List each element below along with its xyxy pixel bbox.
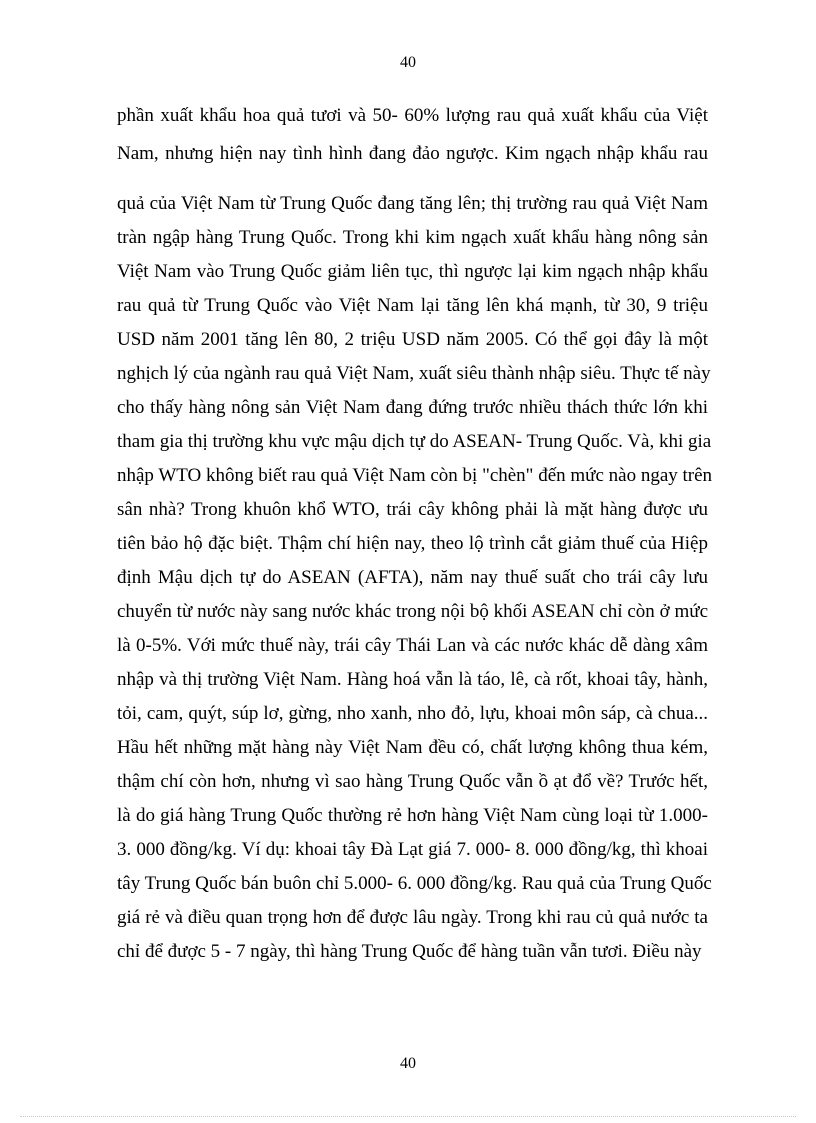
text-line: tây Trung Quốc bán buôn chỉ 5.000- 6. 000 đồng/kg. Rau quả của Trung Quốc [117,873,712,894]
text-line: là do giá hàng Trung Quốc thường rẻ hơn hàng Việt Nam cùng loại từ 1.000- [117,805,708,826]
text-line: nghịch lý của ngành rau quả Việt Nam, xuất siêu thành nhập siêu. Thực tế này [117,363,711,384]
text-line: Việt Nam vào Trung Quốc giảm liên tục, thì ngược lại kim ngạch nhập khẩu [117,261,708,282]
text-line: Nam, nhưng hiện nay tình hình đang đảo ngược. Kim ngạch nhập khẩu rau [117,143,708,164]
text-line: phần xuất khẩu hoa quả tươi và 50- 60% lượng rau quả xuất khẩu của Việt [117,105,708,126]
text-line: sân nhà? Trong khuôn khổ WTO, trái cây không phải là mặt hàng được ưu [117,499,708,520]
text-line: quả của Việt Nam từ Trung Quốc đang tăng lên; thị trường rau quả Việt Nam [117,193,708,214]
text-line: nhập WTO không biết rau quả Việt Nam còn bị "chèn" đến mức nào ngay trên [117,465,713,486]
text-line: thậm chí còn hơn, nhưng vì sao hàng Trung Quốc vẫn ồ ạt đổ về? Trước hết, [117,771,708,792]
text-line: là 0-5%. Với mức thuế này, trái cây Thái Lan và các nước khác dễ dàng xâm [117,635,708,656]
text-line: chuyển từ nước này sang nước khác trong nội bộ khối ASEAN chỉ còn ở mức [117,601,708,622]
text-line: tham gia thị trường khu vực mậu dịch tự do ASEAN- Trung Quốc. Và, khi gia [117,431,712,452]
text-line: USD năm 2001 tăng lên 80, 2 triệu USD năm 2005. Có thể gọi đây là một [117,329,708,350]
text-line: tràn ngập hàng Trung Quốc. Trong khi kim ngạch xuất khẩu hàng nông sản [117,227,708,248]
text-line: cho thấy hàng nông sản Việt Nam đang đứng trước nhiều thách thức lớn khi [117,397,708,418]
text-line: tỏi, cam, quýt, súp lơ, gừng, nho xanh, nho đỏ, lựu, khoai môn sáp, cà chua... [117,703,708,724]
text-line: tiên bảo hộ đặc biệt. Thậm chí hiện nay, theo lộ trình cắt giảm thuế của Hiệp [117,533,708,554]
text-line: 3. 000 đồng/kg. Ví dụ: khoai tây Đà Lạt giá 7. 000- 8. 000 đồng/kg, thì khoai [117,839,708,860]
text-line: Hầu hết những mặt hàng này Việt Nam đều có, chất lượng không thua kém, [117,737,708,758]
text-line: giá rẻ và điều quan trọng hơn để được lâu ngày. Trong khi rau củ quả nước ta [117,907,708,928]
text-line: nhập và thị trường Việt Nam. Hàng hoá vẫn là táo, lê, cà rốt, khoai tây, hành, [117,669,708,690]
text-line: chỉ để được 5 - 7 ngày, thì hàng Trung Quốc để hàng tuần vẫn tươi. Điều này [117,941,702,962]
page-number-top: 40 [400,54,416,71]
page-bottom-divider [20,1116,796,1117]
text-line: định Mậu dịch tự do ASEAN (AFTA), năm nay thuế suất cho trái cây lưu [117,567,708,588]
text-line: rau quả từ Trung Quốc vào Việt Nam lại tăng lên khá mạnh, từ 30, 9 triệu [117,295,708,316]
page-number-bottom: 40 [400,1055,416,1072]
